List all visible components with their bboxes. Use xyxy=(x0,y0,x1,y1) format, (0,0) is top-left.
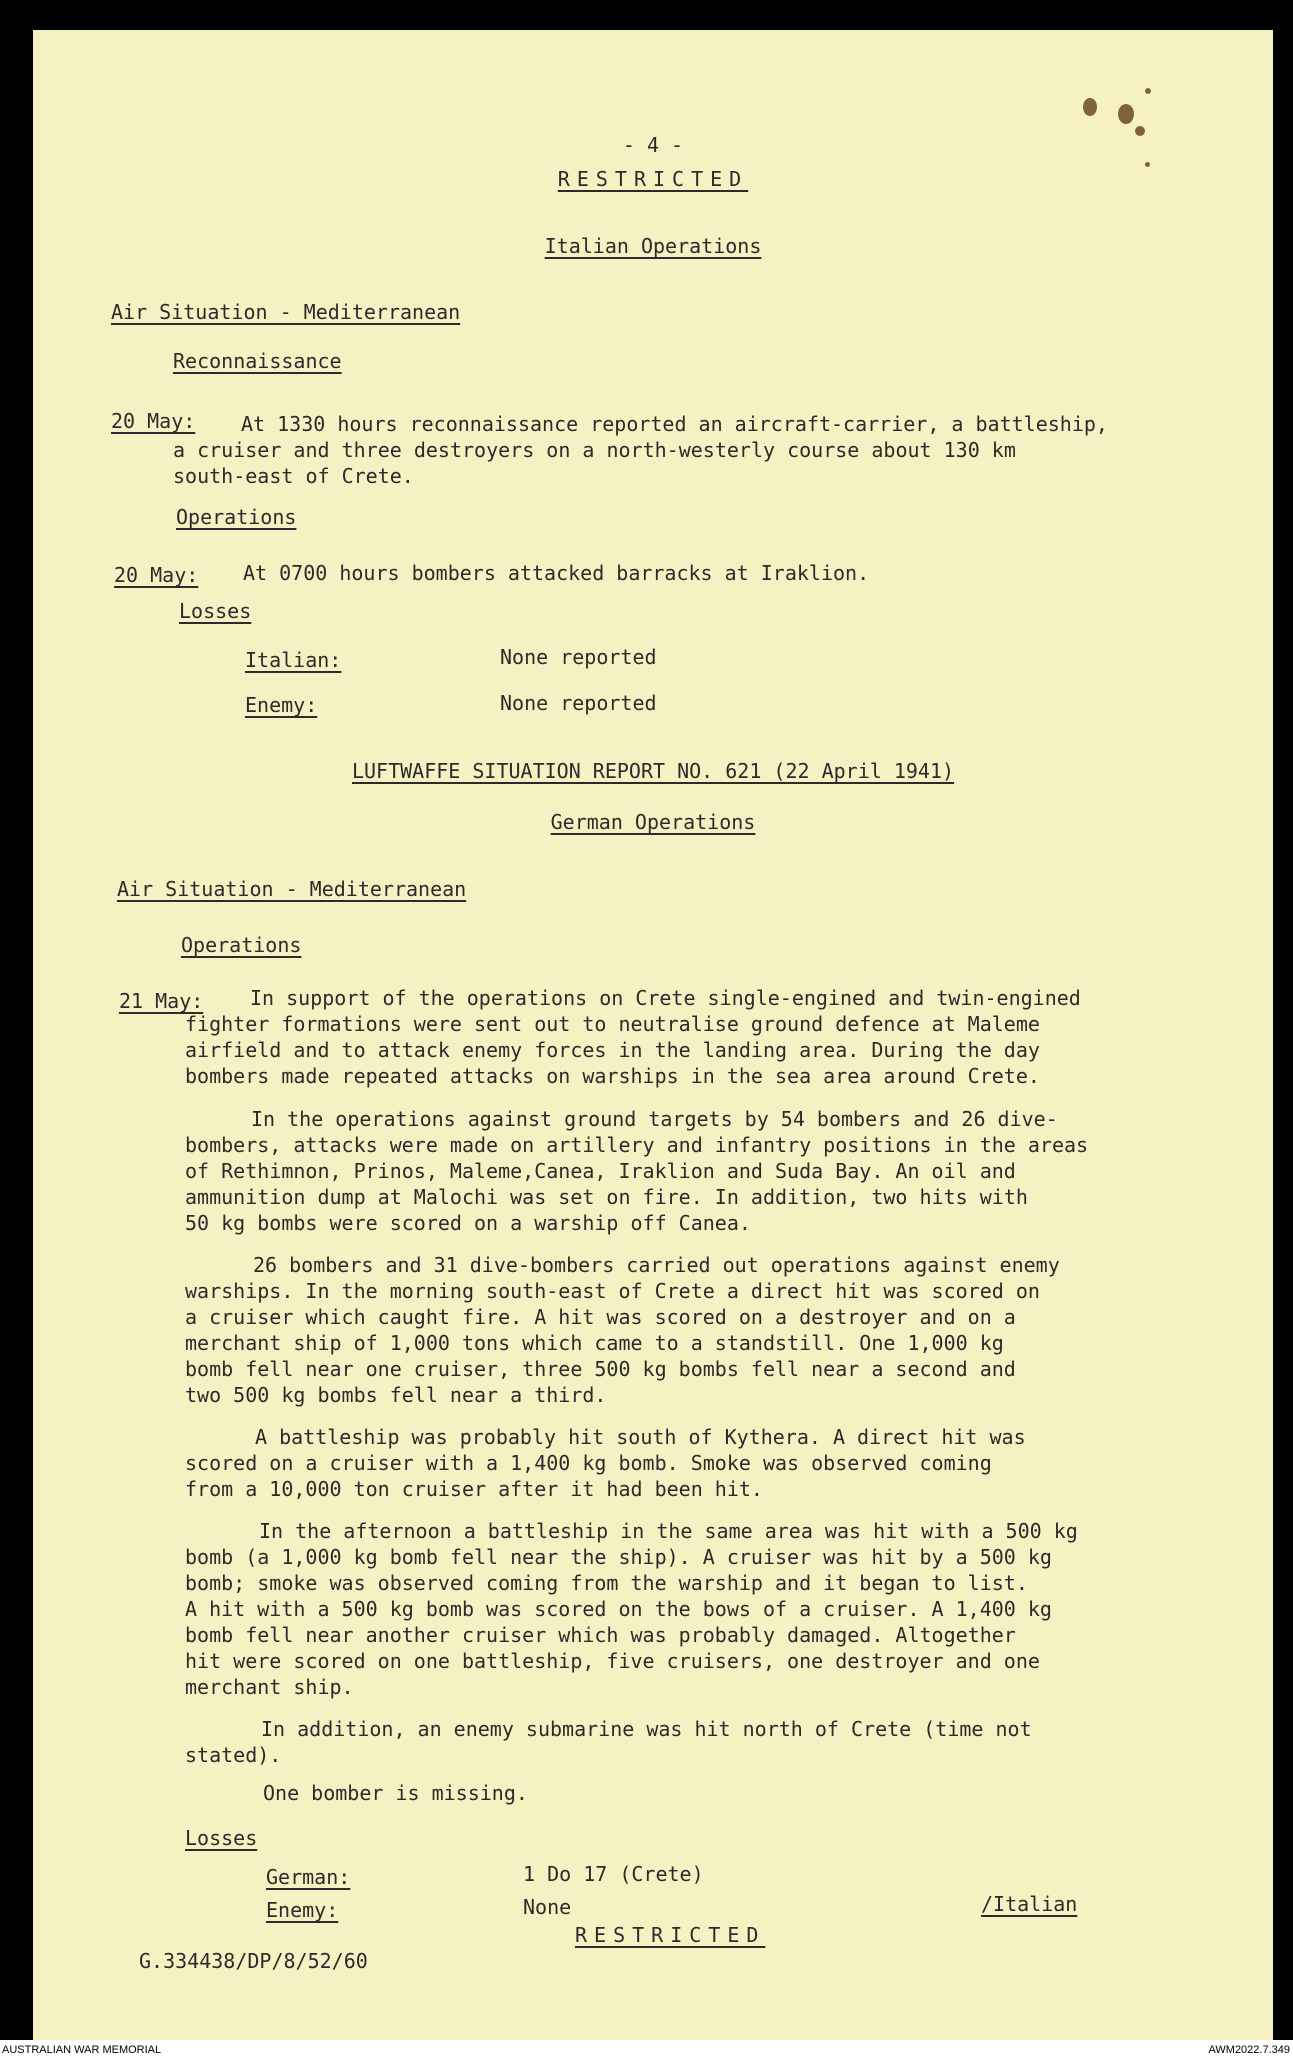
body-line: ammunition dump at Malochi was set on fire. In addition, two hits with xyxy=(185,1185,1028,1209)
body-line: of Rethimnon, Prinos, Maleme,Canea, Iraklion and Suda Bay. An oil and xyxy=(185,1159,1016,1183)
footer-institution: AUSTRALIAN WAR MEMORIAL xyxy=(2,2044,162,2056)
body-line: 50 kg bombs were scored on a warship off Canea. xyxy=(185,1211,751,1235)
page-number: - 4 - xyxy=(622,133,684,157)
recon-line: south-east of Crete. xyxy=(173,464,414,488)
body-line: stated). xyxy=(185,1743,282,1767)
section2-subheading: Air Situation - Mediterranean xyxy=(117,877,467,901)
body-line: warships. In the morning south-east of Crete a direct hit was scored on xyxy=(185,1279,1040,1303)
classification-bottom: RESTRICTED xyxy=(575,1923,766,1947)
section2-date: 21 May: xyxy=(119,989,204,1013)
file-reference: G.334438/DP/8/52/60 xyxy=(139,1949,368,1973)
body-line: bomb (a 1,000 kg bomb fell near the ship). A cruiser was hit by a 500 kg xyxy=(185,1545,1052,1569)
loss-label: Italian: xyxy=(245,648,342,672)
loss-value: None reported xyxy=(500,645,657,669)
ops-heading: Operations xyxy=(176,505,297,529)
report-title: LUFTWAFFE SITUATION REPORT NO. 621 (22 April 1941) xyxy=(351,759,955,783)
body-line: bomb fell near one cruiser, three 500 kg bombs fell near a second and xyxy=(185,1357,1016,1381)
body-line: In support of the operations on Crete single-engined and twin-engined xyxy=(250,986,1081,1010)
body-line: bombers made repeated attacks on warships in the sea area around Crete. xyxy=(185,1064,1040,1088)
document-page xyxy=(33,30,1273,2040)
body-line: from a 10,000 ton cruiser after it had been hit. xyxy=(185,1477,763,1501)
body-line: bomb; smoke was observed coming from the warship and it began to list. xyxy=(185,1571,1028,1595)
recon-heading: Reconnaissance xyxy=(173,349,342,373)
section2-losses-heading: Losses xyxy=(185,1826,258,1850)
ops-text: At 0700 hours bombers attacked barracks at Iraklion. xyxy=(243,561,870,585)
section1-subheading: Air Situation - Mediterranean xyxy=(111,300,461,324)
body-line: merchant ship of 1,000 tons which came to a standstill. One 1,000 kg xyxy=(185,1331,1004,1355)
loss-label: Enemy: xyxy=(245,693,318,717)
ink-stain xyxy=(1145,88,1151,94)
footer-accession: AWM2022.7.349 xyxy=(1208,2044,1290,2056)
body-line: fighter formations were sent out to neutralise ground defence at Maleme xyxy=(185,1012,1040,1036)
recon-date: 20 May: xyxy=(111,409,196,433)
body-line: A battleship was probably hit south of Kythera. A direct hit was xyxy=(255,1425,1026,1449)
body-line: A hit with a 500 kg bomb was scored on the bows of a cruiser. A 1,400 kg xyxy=(185,1597,1052,1621)
loss-value: None reported xyxy=(500,691,657,715)
body-line: two 500 kg bombs fell near a third. xyxy=(185,1383,607,1407)
body-line: In addition, an enemy submarine was hit north of Crete (time not xyxy=(261,1717,1032,1741)
body-line: 26 bombers and 31 dive-bombers carried out operations against enemy xyxy=(253,1253,1060,1277)
loss-value: 1 Do 17 (Crete) xyxy=(523,1862,704,1886)
loss-label: Enemy: xyxy=(266,1898,339,1922)
body-line: In the operations against ground targets by 54 bombers and 26 dive- xyxy=(251,1107,1058,1131)
section2-heading: German Operations xyxy=(550,810,756,834)
body-line: In the afternoon a battleship in the same area was hit with a 500 kg xyxy=(259,1519,1078,1543)
ink-stain xyxy=(1083,98,1097,116)
losses-heading: Losses xyxy=(179,599,252,623)
body-line: One bomber is missing. xyxy=(263,1781,528,1805)
loss-label: German: xyxy=(266,1865,351,1889)
classification-top: RESTRICTED xyxy=(557,167,749,191)
ink-stain xyxy=(1118,104,1134,124)
loss-value: None xyxy=(523,1895,572,1919)
body-line: airfield and to attack enemy forces in the landing area. During the day xyxy=(185,1038,1040,1062)
body-line: a cruiser which caught fire. A hit was scored on a destroyer and on a xyxy=(185,1305,1016,1329)
archive-footer xyxy=(0,2040,1293,2061)
body-line: merchant ship. xyxy=(185,1675,354,1699)
body-line: hit were scored on one battleship, five cruisers, one destroyer and one xyxy=(185,1649,1040,1673)
recon-line: At 1330 hours reconnaissance reported an aircraft-carrier, a battleship, xyxy=(241,412,1108,436)
body-line: scored on a cruiser with a 1,400 kg bomb. Smoke was observed coming xyxy=(185,1451,992,1475)
body-line: bomb fell near another cruiser which was probably damaged. Altogether xyxy=(185,1623,1016,1647)
continuation-word: /Italian xyxy=(981,1892,1078,1916)
section2-ops-heading: Operations xyxy=(181,933,302,957)
ops-date: 20 May: xyxy=(114,563,199,587)
body-line: bombers, attacks were made on artillery and infantry positions in the areas xyxy=(185,1133,1089,1157)
section1-heading: Italian Operations xyxy=(544,234,762,258)
recon-line: a cruiser and three destroyers on a north-westerly course about 130 km xyxy=(173,438,1016,462)
